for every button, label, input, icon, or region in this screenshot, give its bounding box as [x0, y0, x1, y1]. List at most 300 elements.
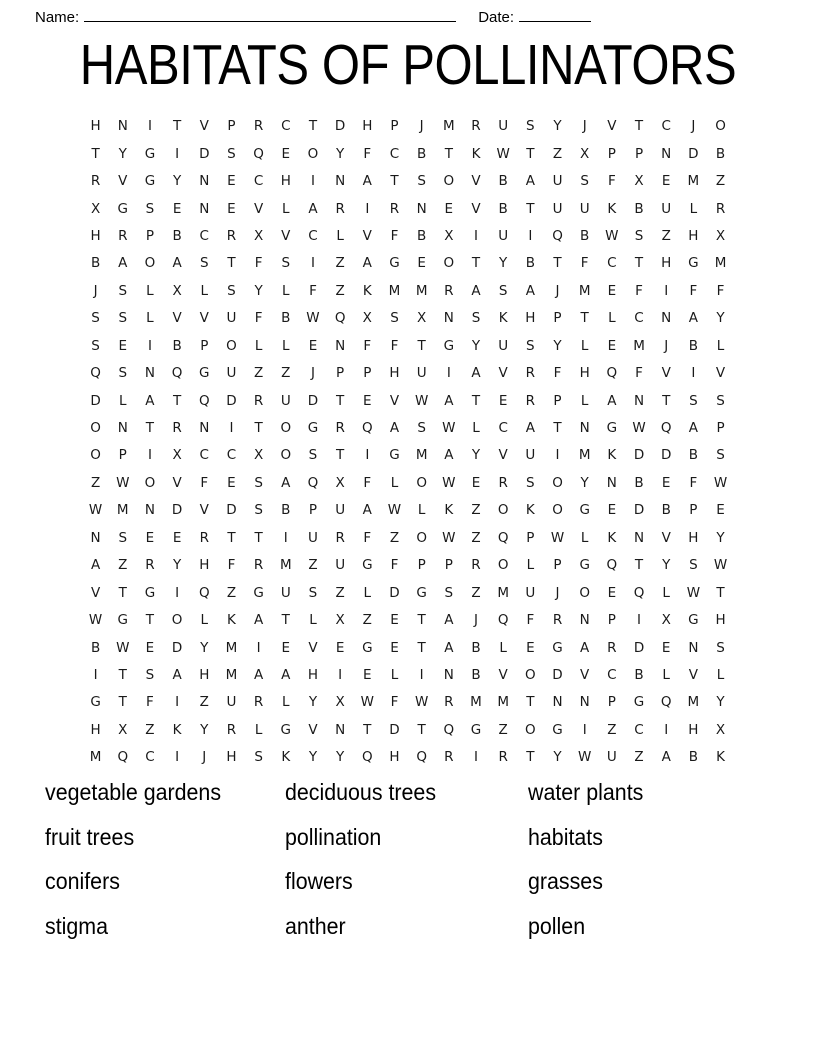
grid-cell[interactable]: C [226, 447, 237, 464]
grid-cell[interactable]: P [607, 694, 616, 711]
grid-cell[interactable]: B [715, 145, 726, 162]
grid-cell[interactable]: Y [553, 749, 562, 766]
grid-cell[interactable]: L [282, 337, 290, 354]
grid-cell[interactable]: Q [660, 694, 672, 711]
grid-cell[interactable]: Z [335, 255, 345, 272]
word-list-item[interactable]: conifers [45, 868, 120, 894]
grid-cell[interactable]: N [199, 173, 210, 190]
grid-cell[interactable]: Q [606, 365, 618, 382]
grid-cell[interactable]: E [526, 639, 535, 656]
grid-cell[interactable]: V [199, 310, 209, 327]
grid-cell[interactable]: E [172, 200, 182, 217]
grid-cell[interactable]: B [471, 639, 481, 656]
grid-cell[interactable]: F [363, 337, 372, 354]
grid-cell[interactable]: E [227, 173, 236, 190]
grid-cell[interactable]: U [416, 365, 427, 382]
grid-cell[interactable]: J [419, 118, 424, 135]
grid-cell[interactable]: P [145, 227, 154, 244]
grid-cell[interactable]: G [307, 420, 319, 437]
grid-cell[interactable]: U [498, 337, 509, 354]
grid-cell[interactable]: I [283, 529, 288, 546]
word-list-item[interactable]: grasses [528, 868, 603, 894]
grid-cell[interactable]: D [552, 666, 563, 683]
grid-cell[interactable]: P [634, 145, 644, 162]
grid-cell[interactable]: Q [198, 584, 210, 601]
grid-cell[interactable]: M [415, 282, 428, 299]
grid-cell[interactable]: A [444, 639, 454, 656]
grid-cell[interactable]: A [688, 420, 698, 437]
grid-cell[interactable]: D [90, 392, 101, 409]
grid-cell[interactable]: S [308, 584, 318, 601]
grid-cell[interactable]: L [580, 529, 589, 546]
grid-cell[interactable]: G [117, 612, 128, 629]
grid-cell[interactable]: F [689, 282, 698, 299]
grid-cell[interactable]: G [117, 200, 128, 217]
word-search-grid[interactable] [82, 113, 734, 772]
grid-cell[interactable]: A [607, 392, 617, 409]
grid-cell[interactable]: B [525, 255, 535, 272]
grid-cell[interactable]: Z [471, 529, 481, 546]
grid-cell[interactable]: Y [716, 694, 725, 711]
grid-cell[interactable]: B [688, 447, 698, 464]
grid-cell[interactable]: J [555, 282, 560, 299]
grid-cell[interactable]: V [389, 392, 400, 409]
grid-cell[interactable]: X [172, 282, 182, 299]
grid-cell[interactable]: H [389, 749, 400, 766]
grid-cell[interactable]: J [664, 337, 669, 354]
grid-cell[interactable]: A [444, 612, 454, 629]
grid-cell[interactable]: W [496, 145, 510, 162]
grid-cell[interactable]: T [118, 666, 127, 683]
grid-cell[interactable]: H [90, 227, 101, 244]
grid-cell[interactable]: R [172, 420, 182, 437]
grid-cell[interactable]: S [390, 310, 399, 327]
grid-cell[interactable]: Y [471, 337, 481, 354]
grid-cell[interactable]: E [607, 337, 617, 354]
grid-cell[interactable]: R [552, 612, 563, 629]
grid-cell[interactable]: A [118, 255, 128, 272]
grid-cell[interactable]: X [362, 310, 372, 327]
grid-cell[interactable]: G [362, 639, 373, 656]
grid-cell[interactable]: V [172, 310, 182, 327]
word-list-item[interactable]: anther [285, 912, 346, 939]
grid-cell[interactable]: G [253, 584, 264, 601]
grid-cell[interactable]: M [578, 447, 591, 464]
grid-cell[interactable]: Z [335, 282, 345, 299]
grid-cell[interactable]: S [689, 392, 698, 409]
grid-cell[interactable]: X [253, 447, 264, 464]
grid-cell[interactable]: U [335, 557, 346, 574]
grid-cell[interactable]: S [417, 173, 426, 190]
grid-cell[interactable]: E [607, 502, 617, 519]
grid-cell[interactable]: Q [416, 749, 427, 766]
grid-cell[interactable]: R [525, 392, 536, 409]
grid-cell[interactable]: O [497, 502, 509, 519]
grid-cell[interactable]: T [471, 392, 481, 409]
grid-cell[interactable]: T [281, 612, 290, 629]
grid-cell[interactable]: Z [498, 721, 508, 738]
grid-cell[interactable]: G [199, 365, 210, 382]
grid-cell[interactable]: X [444, 227, 454, 244]
grid-cell[interactable]: R [226, 721, 237, 738]
grid-cell[interactable]: S [118, 282, 128, 299]
grid-cell[interactable]: N [633, 529, 645, 546]
grid-cell[interactable]: W [88, 502, 103, 519]
grid-cell[interactable]: X [715, 227, 726, 244]
grid-cell[interactable]: U [280, 584, 291, 601]
grid-cell[interactable]: N [579, 612, 590, 629]
grid-cell[interactable]: S [281, 255, 291, 272]
grid-cell[interactable]: G [688, 612, 699, 629]
grid-cell[interactable]: Z [199, 694, 209, 711]
grid-cell[interactable]: I [310, 173, 315, 190]
grid-cell[interactable]: L [662, 666, 670, 683]
grid-cell[interactable]: A [471, 282, 481, 299]
grid-cell[interactable]: J [202, 749, 207, 766]
grid-cell[interactable]: L [526, 557, 535, 574]
grid-cell[interactable]: B [634, 666, 644, 683]
grid-cell[interactable]: N [199, 200, 210, 217]
grid-cell[interactable]: S [254, 474, 263, 491]
grid-cell[interactable]: G [280, 721, 292, 738]
grid-cell[interactable]: E [145, 639, 155, 656]
grid-cell[interactable]: R [525, 365, 536, 382]
grid-cell[interactable]: W [414, 694, 429, 711]
grid-cell[interactable]: A [688, 310, 698, 327]
grid-cell[interactable]: S [254, 502, 263, 519]
grid-cell[interactable]: G [606, 420, 618, 437]
grid-cell[interactable]: Y [553, 118, 562, 135]
grid-cell[interactable]: S [145, 666, 155, 683]
grid-cell[interactable]: W [713, 557, 728, 574]
grid-cell[interactable]: M [687, 694, 700, 711]
grid-cell[interactable]: S [417, 420, 426, 437]
grid-cell[interactable]: L [390, 666, 399, 683]
grid-cell[interactable]: V [580, 666, 590, 683]
grid-cell[interactable]: D [307, 392, 319, 409]
grid-cell[interactable]: A [525, 282, 535, 299]
grid-cell[interactable]: L [363, 584, 372, 601]
grid-cell[interactable]: B [498, 200, 508, 217]
grid-cell[interactable]: R [471, 118, 481, 135]
grid-cell[interactable]: C [661, 118, 671, 135]
grid-cell[interactable]: F [363, 529, 372, 546]
grid-cell[interactable]: U [226, 694, 237, 711]
grid-cell[interactable]: F [390, 694, 399, 711]
grid-cell[interactable]: N [443, 666, 454, 683]
grid-cell[interactable]: L [716, 337, 725, 354]
grid-cell[interactable]: K [172, 721, 182, 738]
grid-cell[interactable]: L [200, 282, 209, 299]
grid-cell[interactable]: Q [497, 612, 509, 629]
grid-cell[interactable]: K [471, 145, 481, 162]
grid-cell[interactable]: V [498, 666, 508, 683]
grid-cell[interactable]: Y [716, 529, 725, 546]
date-write-line[interactable] [519, 9, 591, 22]
grid-cell[interactable]: F [227, 557, 236, 574]
grid-cell[interactable]: J [474, 612, 478, 629]
grid-cell[interactable]: P [526, 529, 535, 546]
grid-cell[interactable]: J [310, 365, 315, 382]
grid-cell[interactable]: T [363, 721, 372, 738]
grid-cell[interactable]: B [90, 639, 101, 656]
grid-cell[interactable]: D [688, 145, 699, 162]
grid-cell[interactable]: X [580, 145, 590, 162]
grid-cell[interactable]: R [226, 227, 237, 244]
grid-cell[interactable]: W [686, 584, 701, 601]
grid-cell[interactable]: Q [90, 365, 101, 382]
grid-cell[interactable]: Q [497, 529, 509, 546]
grid-cell[interactable]: G [579, 502, 590, 519]
grid-cell[interactable]: Q [552, 227, 563, 244]
grid-cell[interactable]: W [442, 420, 456, 437]
grid-cell[interactable]: U [280, 392, 291, 409]
grid-cell[interactable]: P [227, 118, 236, 135]
grid-cell[interactable]: Y [553, 337, 562, 354]
grid-cell[interactable]: X [634, 173, 644, 190]
grid-cell[interactable]: A [172, 255, 182, 272]
grid-cell[interactable]: Y [200, 639, 209, 656]
grid-cell[interactable]: B [417, 145, 427, 162]
grid-cell[interactable]: R [90, 173, 101, 190]
grid-cell[interactable]: T [716, 584, 725, 601]
grid-cell[interactable]: V [281, 227, 291, 244]
grid-cell[interactable]: N [335, 173, 346, 190]
grid-cell[interactable]: H [307, 666, 319, 683]
grid-cell[interactable]: I [555, 447, 560, 464]
word-list-item[interactable]: habitats [528, 823, 603, 850]
grid-cell[interactable]: S [526, 118, 535, 135]
grid-cell[interactable]: V [362, 227, 372, 244]
grid-cell[interactable]: M [497, 584, 509, 601]
grid-cell[interactable]: Z [281, 365, 291, 382]
grid-cell[interactable]: L [200, 612, 209, 629]
grid-cell[interactable]: F [716, 282, 725, 299]
grid-cell[interactable]: T [526, 200, 535, 217]
grid-cell[interactable]: V [471, 173, 481, 190]
grid-cell[interactable]: A [281, 666, 291, 683]
grid-cell[interactable]: H [199, 666, 210, 683]
grid-cell[interactable]: N [144, 365, 155, 382]
grid-cell[interactable]: A [444, 392, 454, 409]
grid-cell[interactable]: I [147, 337, 152, 354]
grid-cell[interactable]: C [145, 749, 155, 766]
word-list-item[interactable]: pollination [285, 823, 382, 850]
grid-cell[interactable]: G [389, 447, 400, 464]
grid-cell[interactable]: N [335, 721, 346, 738]
grid-cell[interactable]: J [93, 282, 98, 299]
grid-cell[interactable]: I [147, 118, 152, 135]
word-list-item[interactable]: pollen [528, 912, 586, 939]
grid-cell[interactable]: J [555, 584, 560, 601]
grid-cell[interactable]: N [579, 694, 590, 711]
grid-cell[interactable]: R [607, 639, 617, 656]
grid-cell[interactable]: U [498, 227, 509, 244]
grid-cell[interactable]: Q [361, 749, 373, 766]
grid-cell[interactable]: T [390, 173, 399, 190]
grid-cell[interactable]: D [633, 502, 645, 519]
grid-cell[interactable]: Q [361, 420, 373, 437]
grid-cell[interactable]: I [664, 282, 669, 299]
grid-cell[interactable]: I [338, 666, 343, 683]
grid-cell[interactable]: T [417, 721, 426, 738]
grid-cell[interactable]: F [689, 474, 698, 491]
grid-cell[interactable]: M [633, 337, 645, 354]
grid-cell[interactable]: F [635, 365, 643, 382]
grid-cell[interactable]: Z [335, 584, 345, 601]
grid-cell[interactable]: H [389, 365, 400, 382]
grid-cell[interactable]: L [580, 337, 589, 354]
grid-cell[interactable]: E [661, 173, 671, 190]
grid-cell[interactable]: U [226, 365, 237, 382]
grid-cell[interactable]: K [281, 749, 291, 766]
grid-cell[interactable]: V [199, 118, 209, 135]
grid-cell[interactable]: C [308, 227, 318, 244]
grid-cell[interactable]: E [363, 666, 372, 683]
grid-cell[interactable]: Y [580, 474, 589, 491]
grid-cell[interactable]: I [175, 145, 180, 162]
grid-cell[interactable]: Y [200, 721, 209, 738]
grid-cell[interactable]: N [633, 392, 645, 409]
grid-cell[interactable]: F [254, 310, 263, 327]
grid-cell[interactable]: Y [172, 557, 182, 574]
grid-cell[interactable]: J [582, 118, 587, 135]
grid-cell[interactable]: G [416, 584, 427, 601]
grid-cell[interactable]: W [116, 639, 130, 656]
grid-cell[interactable]: I [474, 227, 478, 244]
grid-cell[interactable]: K [227, 612, 236, 629]
grid-cell[interactable]: S [118, 529, 128, 546]
grid-cell[interactable]: K [362, 282, 372, 299]
grid-cell[interactable]: T [471, 255, 481, 272]
grid-cell[interactable]: Z [145, 721, 155, 738]
grid-cell[interactable]: O [416, 474, 427, 491]
grid-cell[interactable]: T [417, 337, 426, 354]
grid-cell[interactable]: T [308, 118, 318, 135]
grid-cell[interactable]: O [552, 502, 563, 519]
grid-cell[interactable]: V [90, 584, 101, 601]
grid-cell[interactable]: Q [307, 474, 319, 491]
grid-cell[interactable]: W [306, 310, 320, 327]
grid-cell[interactable]: I [175, 694, 180, 711]
grid-cell[interactable]: Z [118, 557, 128, 574]
grid-cell[interactable]: V [715, 365, 726, 382]
grid-cell[interactable]: T [634, 118, 644, 135]
grid-cell[interactable]: B [281, 310, 291, 327]
grid-cell[interactable]: Z [253, 365, 264, 382]
grid-cell[interactable]: E [172, 529, 182, 546]
grid-cell[interactable]: X [253, 227, 264, 244]
grid-cell[interactable]: A [525, 420, 535, 437]
grid-cell[interactable]: V [607, 118, 617, 135]
grid-cell[interactable]: R [253, 557, 264, 574]
grid-cell[interactable]: I [637, 612, 642, 629]
grid-cell[interactable]: U [525, 447, 536, 464]
grid-cell[interactable]: B [634, 200, 644, 217]
grid-cell[interactable]: N [552, 694, 563, 711]
grid-cell[interactable]: P [607, 145, 616, 162]
grid-cell[interactable]: T [172, 118, 182, 135]
grid-cell[interactable]: S [716, 392, 725, 409]
grid-cell[interactable]: T [526, 749, 535, 766]
grid-cell[interactable]: R [253, 694, 264, 711]
grid-cell[interactable]: V [498, 447, 508, 464]
grid-cell[interactable]: N [579, 420, 590, 437]
grid-cell[interactable]: A [362, 173, 372, 190]
grid-cell[interactable]: S [471, 310, 481, 327]
grid-cell[interactable]: O [90, 447, 101, 464]
grid-cell[interactable]: U [308, 529, 318, 546]
grid-cell[interactable]: H [226, 749, 237, 766]
grid-cell[interactable]: B [634, 474, 644, 491]
grid-cell[interactable]: M [687, 173, 700, 190]
grid-cell[interactable]: F [390, 227, 399, 244]
grid-cell[interactable]: Y [172, 173, 182, 190]
grid-cell[interactable]: Z [389, 529, 400, 546]
grid-cell[interactable]: T [336, 447, 345, 464]
grid-cell[interactable]: N [688, 639, 699, 656]
grid-cell[interactable]: V [661, 529, 671, 546]
grid-cell[interactable]: R [199, 529, 209, 546]
grid-cell[interactable]: M [714, 255, 727, 272]
grid-cell[interactable]: I [582, 721, 587, 738]
grid-cell[interactable]: H [525, 310, 536, 327]
grid-cell[interactable]: V [688, 666, 698, 683]
grid-cell[interactable]: X [661, 612, 671, 629]
grid-cell[interactable]: S [716, 447, 725, 464]
grid-cell[interactable]: E [607, 584, 617, 601]
grid-cell[interactable]: N [661, 310, 672, 327]
grid-cell[interactable]: D [199, 145, 210, 162]
grid-cell[interactable]: B [417, 227, 427, 244]
grid-cell[interactable]: O [144, 474, 156, 491]
grid-cell[interactable]: C [607, 255, 617, 272]
grid-cell[interactable]: L [417, 502, 426, 519]
grid-cell[interactable]: L [580, 392, 589, 409]
grid-cell[interactable]: C [389, 145, 400, 162]
grid-cell[interactable]: X [335, 694, 345, 711]
grid-cell[interactable]: W [414, 392, 429, 409]
grid-cell[interactable]: T [254, 529, 263, 546]
grid-cell[interactable]: M [578, 282, 591, 299]
grid-cell[interactable]: U [661, 200, 672, 217]
grid-cell[interactable]: E [281, 145, 291, 162]
grid-cell[interactable]: E [363, 392, 372, 409]
grid-cell[interactable]: I [419, 666, 424, 683]
grid-cell[interactable]: R [471, 557, 481, 574]
grid-cell[interactable]: O [579, 584, 590, 601]
grid-cell[interactable]: S [254, 749, 263, 766]
grid-cell[interactable]: D [226, 392, 237, 409]
grid-cell[interactable]: H [661, 255, 672, 272]
grid-cell[interactable]: T [227, 529, 236, 546]
grid-cell[interactable]: O [443, 173, 455, 190]
grid-cell[interactable]: T [172, 392, 182, 409]
grid-cell[interactable]: A [308, 200, 318, 217]
grid-cell[interactable]: N [144, 502, 155, 519]
grid-cell[interactable]: S [498, 282, 508, 299]
grid-cell[interactable]: E [390, 639, 399, 656]
grid-cell[interactable]: F [390, 557, 399, 574]
grid-cell[interactable]: L [716, 666, 725, 683]
grid-cell[interactable]: O [90, 420, 101, 437]
grid-cell[interactable]: C [199, 227, 209, 244]
grid-cell[interactable]: D [633, 447, 645, 464]
grid-cell[interactable]: O [497, 557, 509, 574]
grid-cell[interactable]: D [389, 721, 400, 738]
grid-cell[interactable]: I [229, 420, 234, 437]
grid-cell[interactable]: Y [662, 557, 671, 574]
